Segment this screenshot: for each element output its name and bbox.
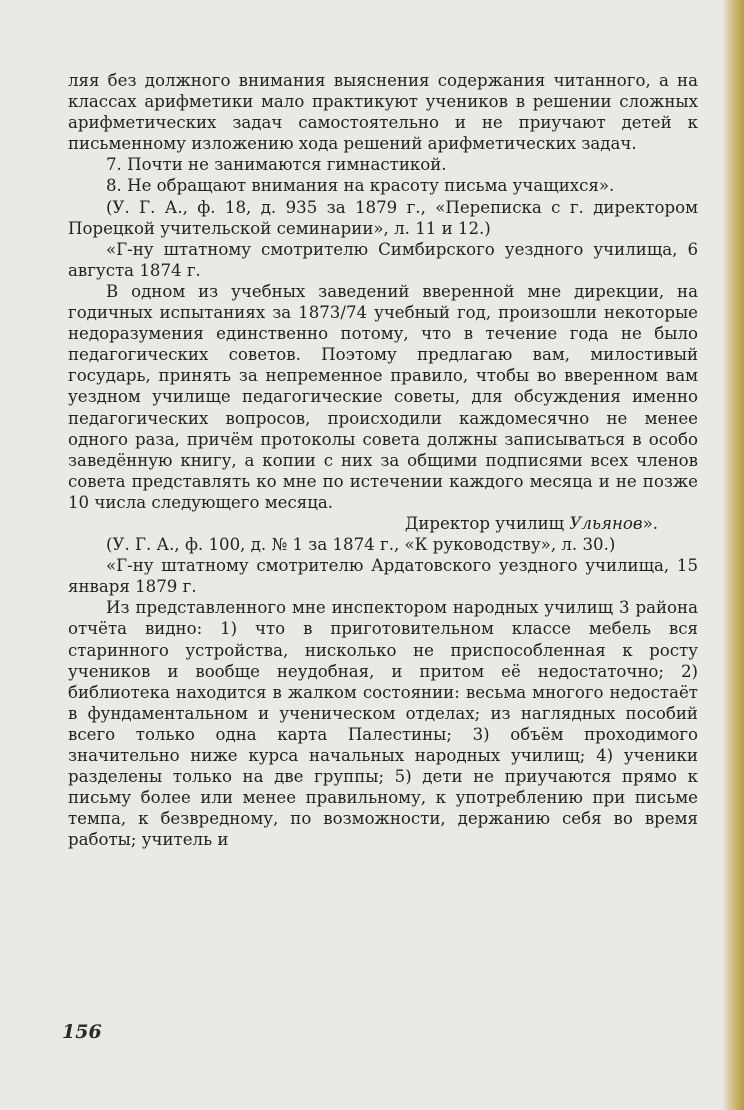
archive-reference-2: (У. Г. А., ф. 100, д. № 1 за 1874 г., «К руководству», л. 30.) [106,535,616,555]
archive-reference-1: (У. Г. А., ф. 18, д. 935 за 1879 г., «Переписка с г. директором Порецкой учительской семинарии», л. 11 и 12.) [68,197,698,238]
letter-body-ardatov: Из представленного мне инспектором народных училищ 3 района отчёта видно: 1) что в приготовительном классе мебель вся старинного устройства, нисколько не приспособленная к росту учеников и вообще неудобная, и притом её недостаточно; 2) библиотека находится в жалком состоянии: весьма многого недостаёт в фундаментальном и ученическом отделах; из наглядных пособий всего только одна карта Палестины; 3) объём проходимого значительно ниже курса начальных народных училищ; 4) ученики разделены только на две группы; 5) дети не приучаются прямо к письму более или менее правильному, к употреблению при письме темпа, к безвредному, по возможности, держанию себя во время работы; учитель и [68,598,698,850]
signature-prefix: Директор училищ [404,513,570,533]
page-text [68,70,698,850]
signature [68,513,698,534]
page-edge [722,0,744,1110]
letter-body-simbirsk: В одном из учебных заведений вверенной мне дирекции, на годичных испытаниях за 1873/74 учебный год, произошли некоторые недоразумения единственно потому, что в течение года не было педагогических советов. Поэтому предлагаю вам, милостивый государь, принять за непременное правило, чтобы во вверенном вам уездном училище педагогические советы, для обсуждения именно педагогических вопросов, происходили каждомесячно не менее одного раза, причём протоколы совета должны записываться в особо заведённую книгу, а копии с них за общими подписями всех членов совета представлять ко мне по истечении каждого месяца и не позже 10 числа следующего месяца. [68,281,698,512]
signature-name: Ульянов [569,513,643,533]
signature-suffix: ». [642,513,658,533]
paragraph-item-8: 8. Не обращают внимания на красоту письма учащихся». [106,176,615,196]
paragraph-item-7: 7. Почти не занимаются гимнастикой. [106,155,447,175]
letter-header-ardatov: «Г-ну штатному смотрителю Ардатовского уездного училища, 15 января 1879 г. [68,556,698,597]
page-number: 156 [62,1021,102,1043]
paragraph-continuation: ляя без должного внимания выяснения содержания читанного, а на классах арифметики мало практикуют учеников в решении сложных арифметических задач самостоятельно и не приучают детей к письменному изложению хода решений арифметических задач. [68,71,698,154]
letter-header-simbirsk: «Г-ну штатному смотрителю Симбирского уездного училища, 6 августа 1874 г. [68,239,698,280]
